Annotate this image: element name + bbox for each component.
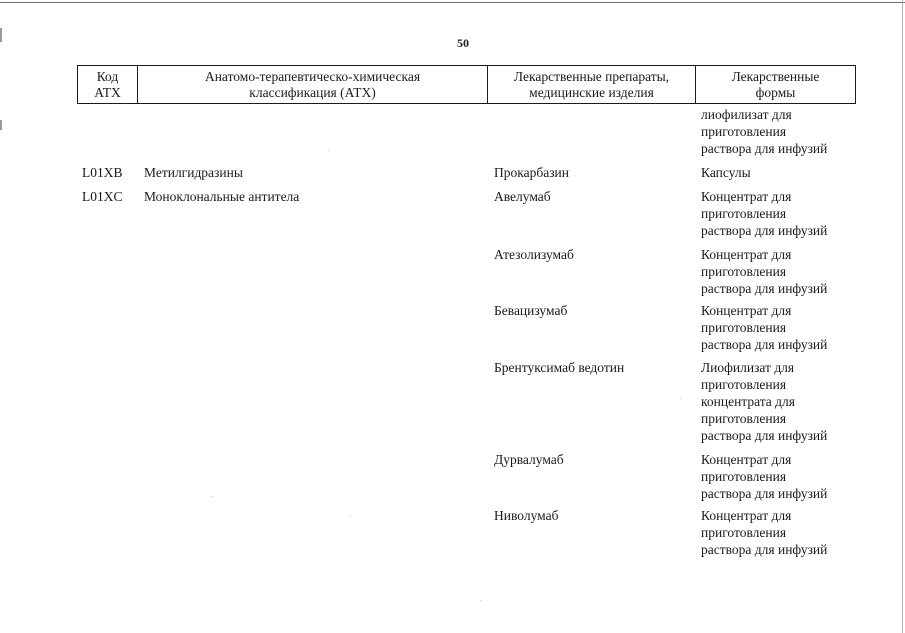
table-row-form: Концентрат для приготовления раствора для инфузий: [701, 508, 828, 557]
table-row-drug: Бевацизумаб: [494, 303, 568, 318]
table-row-form: Концентрат для приготовления раствора для инфузий: [701, 189, 828, 238]
table-row-form: Лиофилизат для приготовления концентрата для приготовления раствора для инфузий: [701, 360, 828, 443]
header-atc-classification: Анатомо-терапевтическо-химическая классификация (АТХ): [138, 66, 488, 103]
continuation-dosage-form: лиофилизат для приготовления раствора для инфузий: [701, 107, 828, 156]
table-row-form: Концентрат для приготовления раствора для инфузий: [701, 452, 828, 501]
table-row-code: L01XC: [82, 189, 123, 204]
table-row-drug: Прокарбазин: [494, 165, 569, 180]
table-row-code: L01XB: [82, 165, 123, 180]
table-row-drug: Брентуксимаб ведотин: [494, 360, 625, 375]
scan-speck: [212, 496, 213, 497]
table-row-classification: Моноклональные антитела: [144, 189, 300, 204]
table-row-classification: Метилгидразины: [144, 165, 243, 180]
table-row-form: Концентрат для приготовления раствора для инфузий: [701, 247, 828, 296]
table-row-form: Капсулы: [701, 165, 751, 180]
table-row-drug: Ниволумаб: [494, 508, 559, 523]
scan-speck: [480, 600, 481, 601]
header-atc-code: Код АТХ: [78, 66, 138, 103]
header-dosage-forms: Лекарственные формы: [731, 68, 820, 100]
scan-speck: [328, 150, 329, 151]
table-row-drug: Дурвалумаб: [494, 452, 564, 467]
header-drugs: Лекарственные препараты, медицинские изделия: [488, 66, 696, 103]
page-number: 50: [457, 36, 469, 50]
scan-speck: [350, 515, 351, 516]
table-row-drug: Атезолизумаб: [494, 247, 574, 262]
table-row-drug: Авелумаб: [494, 189, 551, 204]
scan-speck: [680, 398, 681, 399]
table-row-form: Концентрат для приготовления раствора для инфузий: [701, 303, 828, 352]
